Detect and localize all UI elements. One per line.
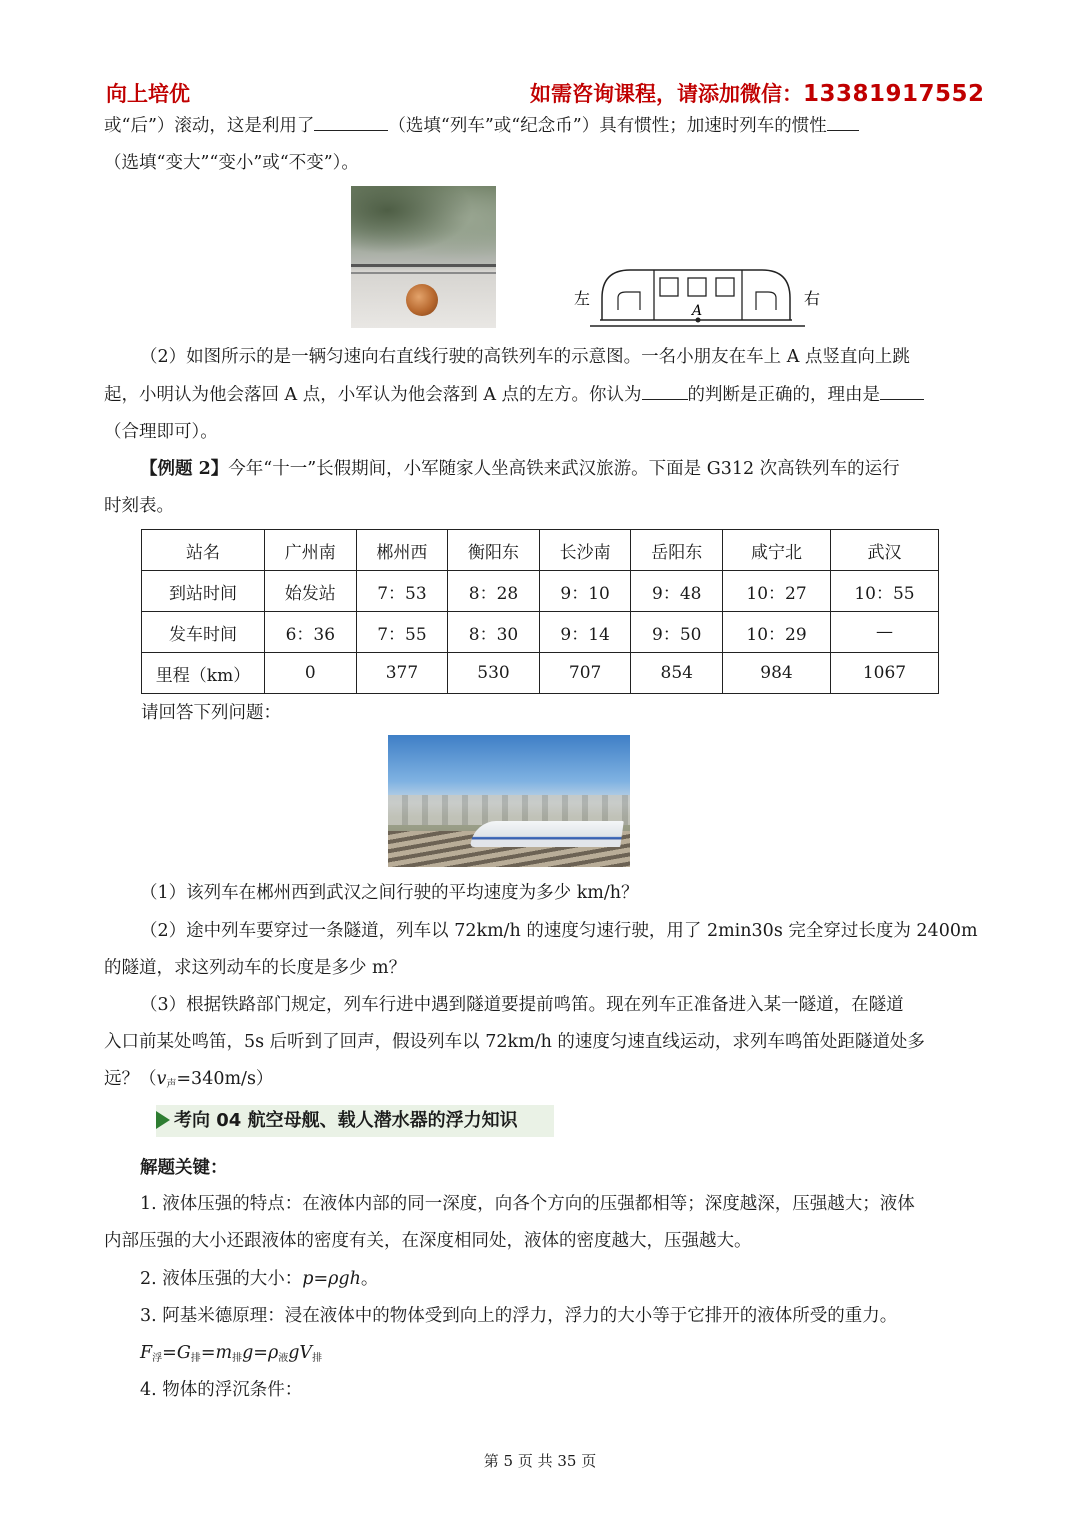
table-cell: 10：27: [723, 571, 831, 612]
consult-text: 如需咨询课程，请添加微信：: [530, 82, 803, 106]
q2-line1: （2）如图所示的是一辆匀速向右直线行驶的高铁列车的示意图。一名小朋友在车上 A 点竖直向上跳: [140, 347, 910, 367]
question-2-line2: 的隧道，求这列动车的长度是多少 m？: [104, 958, 407, 978]
table-cell: 岳阳东: [631, 530, 723, 571]
key-point-1-line2: 内部压强的大小还跟液体的密度有关，在深度相同处，液体的密度越大，压强越大。: [104, 1231, 752, 1251]
table-cell: 9：50: [631, 612, 723, 653]
key-points-heading: 解题关键：: [140, 1158, 228, 1178]
table-cell: 发车时间: [142, 612, 265, 653]
train-schematic-diagram: [570, 258, 825, 334]
high-speed-train-photo: [388, 735, 630, 867]
table-cell: 站名: [142, 530, 265, 571]
left-label: 左: [574, 289, 591, 308]
table-row: [142, 653, 939, 694]
answer-blank: [314, 114, 388, 131]
triangle-marker-icon: [156, 1111, 170, 1129]
q1-line2: （选填“变大”“变小”或“不变”）。: [104, 153, 359, 173]
table-cell: 8：28: [448, 571, 540, 612]
question-2-line1: （2）途中列车要穿过一条隧道，列车以 72km/h 的速度匀速行驶，用了 2min30s 完全穿过长度为 2400m: [140, 921, 978, 941]
table-cell: 854: [631, 653, 723, 694]
page-number: 第 5 页 共 35 页: [483, 1452, 597, 1470]
table-cell: 郴州西: [356, 530, 448, 571]
table-cell: 9：48: [631, 571, 723, 612]
key-point-1-line1: 1. 液体压强的特点：在液体内部的同一深度，向各个方向的压强都相等；深度越深，压强越大；液体: [140, 1194, 915, 1214]
table-cell: 7：55: [356, 612, 448, 653]
section-title: 考向 04 航空母舰、载人潜水器的浮力知识: [156, 1105, 554, 1137]
table-cell: 8：30: [448, 612, 540, 653]
example2-line1: 【例题 2】今年“十一”长假期间，小军随家人坐高铁来武汉旅游。下面是 G312 次高铁列车的运行: [140, 459, 900, 479]
table-cell: 530: [448, 653, 540, 694]
train-icon: [470, 821, 624, 847]
table-cell: 武汉: [830, 530, 938, 571]
table-cell: 里程（km）: [142, 653, 265, 694]
table-cell: 0: [265, 653, 357, 694]
train-timetable: [141, 529, 939, 694]
table-cell: 984: [723, 653, 831, 694]
point-a-label: A: [692, 303, 703, 319]
table-cell: 衡阳东: [448, 530, 540, 571]
table-row: [142, 530, 939, 571]
question-3-line3: 远？$(v_声=340m/s)$: [104, 1069, 274, 1090]
table-cell: —: [830, 612, 938, 653]
question-1: （1）该列车在郴州西到武汉之间行驶的平均速度为多少 km/h？: [140, 883, 639, 903]
q2-line3: （合理即可）。: [104, 422, 218, 442]
table-cell: 10：29: [723, 612, 831, 653]
answer-prompt: 请回答下列问题：: [141, 703, 281, 723]
answer-blank: [827, 114, 859, 131]
brand-name: 向上培优: [106, 82, 190, 106]
coin-on-windowsill-photo: [351, 186, 496, 328]
consult-banner: [530, 78, 985, 108]
table-row: [142, 571, 939, 612]
table-cell: 377: [356, 653, 448, 694]
coin-icon: [406, 284, 438, 316]
right-label: 右: [804, 289, 821, 308]
table-cell: 9：14: [539, 612, 631, 653]
table-cell: 始发站: [265, 571, 357, 612]
example-tag: 【例题 2】: [140, 459, 229, 479]
question-3-line1: （3）根据铁路部门规定，列车行进中遇到隧道要提前鸣笛。现在列车正准备进入某一隧道，在隧道: [140, 995, 904, 1015]
q2-line2: 起，小明认为他会落回 A 点，小军认为他会落到 A 点的左方。你认为 的判断是正确的，理由是: [104, 383, 976, 406]
table-cell: 咸宁北: [723, 530, 831, 571]
example2-line2: 时刻表。: [104, 496, 174, 516]
q1-line1: 或“后”）滚动，这是利用了 （选填“列车”或“纪念币”）具有惯性；加速时列车的惯性: [104, 114, 976, 137]
table-cell: 长沙南: [539, 530, 631, 571]
key-point-3: 3. 阿基米德原理：浸在液体中的物体受到向上的浮力，浮力的大小等于它排开的液体所受的重力。: [140, 1306, 898, 1326]
table-cell: 10：55: [830, 571, 938, 612]
table-cell: 7：53: [356, 571, 448, 612]
table-row: [142, 612, 939, 653]
table-cell: 6：36: [265, 612, 357, 653]
table-cell: 707: [539, 653, 631, 694]
answer-blank: [642, 383, 688, 400]
buoyancy-formula: $F_浮=G_排=m_排g=\rho_液gV_排$: [140, 1343, 323, 1364]
key-point-4: 4. 物体的浮沉条件：: [140, 1380, 303, 1400]
table-cell: 广州南: [265, 530, 357, 571]
wechat-phone: 13381917552: [803, 81, 985, 107]
answer-blank: [880, 383, 924, 400]
key-point-2: 2. 液体压强的大小：p=ρgh。: [140, 1269, 379, 1289]
table-cell: 9：10: [539, 571, 631, 612]
table-cell: 1067: [830, 653, 938, 694]
table-cell: 到站时间: [142, 571, 265, 612]
question-3-line2: 入口前某处鸣笛，5s 后听到了回声，假设列车以 72km/h 的速度匀速直线运动，求列车鸣笛处距隧道处多: [104, 1032, 925, 1052]
